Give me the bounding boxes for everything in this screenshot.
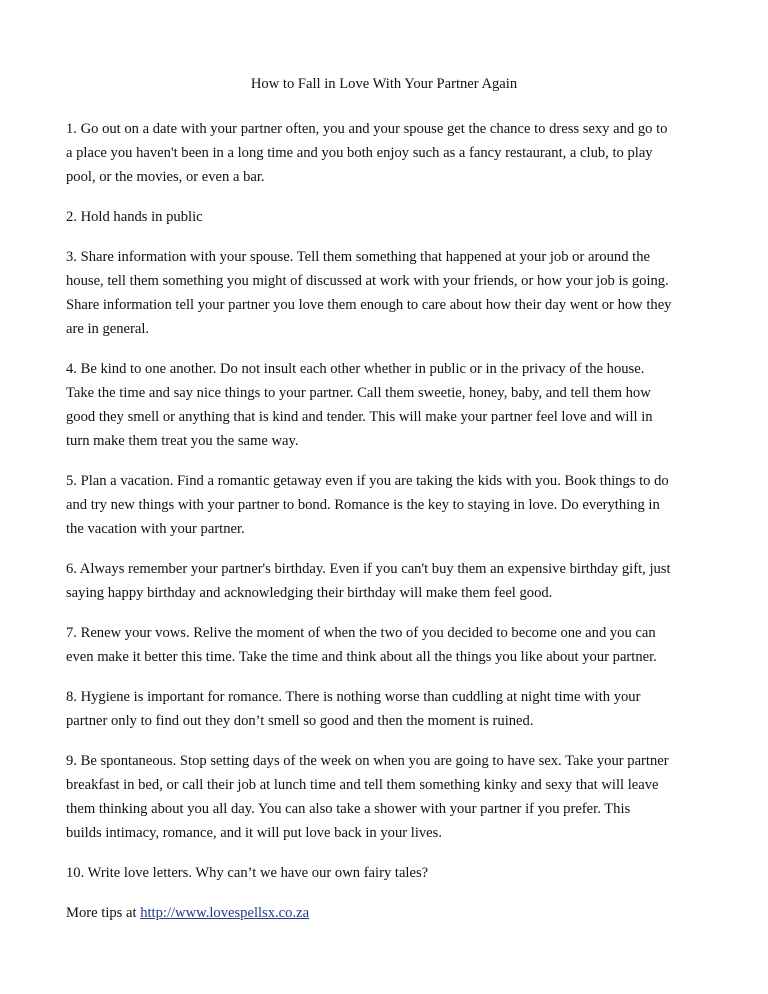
document-page: [66, 72, 716, 941]
tip-paragraph: [66, 469, 716, 541]
text-line: good they smell or anything that is kind and tender. This will make your partner feel love and will in: [66, 409, 653, 425]
tip-paragraph: [66, 749, 716, 845]
text-line: partner only to find out they don’t smell so good and then the moment is ruined.: [66, 713, 534, 729]
paragraph-list: [66, 117, 716, 885]
text-line: 9. Be spontaneous. Stop setting days of the week on when you are going to have sex. Take your partner: [66, 753, 669, 769]
text-line: a place you haven't been in a long time and you both enjoy such as a fancy restaurant, a club, to play: [66, 145, 653, 161]
text-line: the vacation with your partner.: [66, 521, 245, 537]
text-line: turn make them treat you the same way.: [66, 433, 299, 449]
text-line: 5. Plan a vacation. Find a romantic getaway even if you are taking the kids with you. Book things to do: [66, 473, 669, 489]
text-line: 10. Write love letters. Why can’t we have our own fairy tales?: [66, 865, 429, 881]
text-line: are in general.: [66, 321, 150, 337]
tip-paragraph: [66, 357, 716, 453]
text-line: 7. Renew your vows. Relive the moment of when the two of you decided to become one and you can: [66, 625, 656, 641]
text-line: 1. Go out on a date with your partner often, you and your spouse get the chance to dress sexy and go to: [66, 121, 668, 137]
text-line: and try new things with your partner to bond. Romance is the key to staying in love. Do everything in: [66, 497, 660, 513]
document-title: How to Fall in Love With Your Partner Again: [250, 76, 518, 92]
text-line: builds intimacy, romance, and it will put love back in your lives.: [66, 825, 442, 841]
tip-paragraph: [66, 861, 716, 885]
text-line: 4. Be kind to one another. Do not insult each other whether in public or in the privacy of the house.: [66, 361, 645, 377]
tip-paragraph: [66, 557, 716, 605]
more-tips-prefix: More tips at: [66, 905, 141, 921]
text-line: even make it better this time. Take the time and think about all the things you like about your partner.: [66, 649, 657, 665]
text-line: 8. Hygiene is important for romance. There is nothing worse than cuddling at night time with your: [66, 689, 641, 705]
tip-paragraph: [66, 621, 716, 669]
text-line: them thinking about you all day. You can also take a shower with your partner if you prefer. This: [66, 801, 631, 817]
more-tips: [66, 901, 716, 925]
website-link[interactable]: http://www.lovespellsx.co.za: [140, 905, 310, 921]
text-line: 3. Share information with your spouse. Tell them something that happened at your job or around the: [66, 249, 650, 265]
tip-paragraph: [66, 245, 716, 341]
text-line: 6. Always remember your partner's birthday. Even if you can't buy them an expensive birthday gift, just: [66, 561, 671, 577]
text-line: 2. Hold hands in public: [66, 209, 203, 225]
text-line: pool, or the movies, or even a bar.: [66, 169, 265, 185]
tip-paragraph: [66, 205, 716, 229]
text-line: Take the time and say nice things to your partner. Call them sweetie, honey, baby, and tell them how: [66, 385, 651, 401]
tip-paragraph: [66, 685, 716, 733]
text-line: house, tell them something you might of discussed at work with your friends, or how your job is going.: [66, 273, 669, 289]
text-line: breakfast in bed, or call their job at lunch time and tell them something kinky and sexy that will leave: [66, 777, 659, 793]
text-line: saying happy birthday and acknowledging their birthday will make them feel good.: [66, 585, 553, 601]
text-line: Share information tell your partner you love them enough to care about how their day went or how they: [66, 297, 672, 313]
tip-paragraph: [66, 117, 716, 189]
